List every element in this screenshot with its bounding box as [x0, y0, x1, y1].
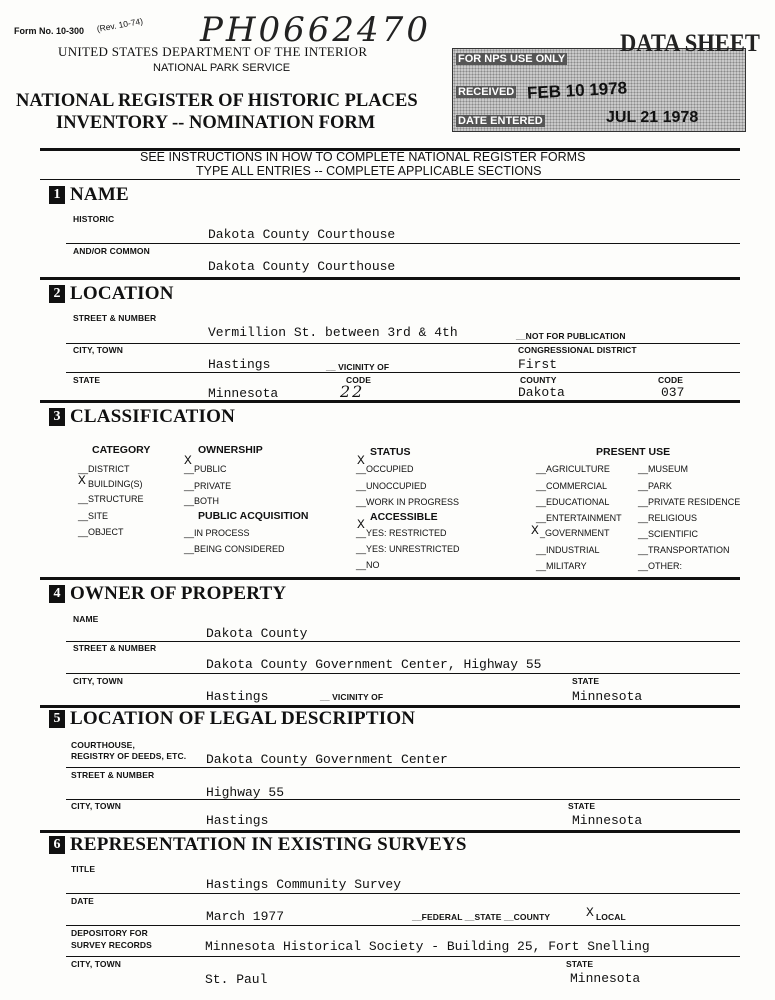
legal-city-value: Hastings — [206, 813, 269, 828]
section-5-bottom-rule — [40, 830, 740, 833]
historic-label: HISTORIC — [73, 214, 115, 224]
form-number: Form No. 10-300 — [14, 26, 85, 36]
location-street-label: STREET & NUMBER — [73, 313, 157, 323]
form-title-line-2: INVENTORY -- NOMINATION FORM — [56, 113, 376, 133]
owner-state-label: STATE — [572, 676, 600, 686]
survey-local-mark: X — [586, 905, 594, 920]
form-title-line-1: NATIONAL REGISTER OF HISTORIC PLACES — [16, 91, 418, 111]
courthouse-label-line-1: COURTHOUSE, — [71, 740, 135, 750]
legal-city-label: CITY, TOWN — [71, 801, 121, 811]
survey-local-level: LOCAL — [596, 912, 626, 922]
section-4-title: OWNER OF PROPERTY — [70, 583, 287, 604]
depository-city-label: CITY, TOWN — [71, 959, 121, 969]
depository-label-line-1: DEPOSITORY FOR — [71, 928, 148, 938]
use-entertainment: __ENTERTAINMENT — [536, 513, 622, 523]
accessible-heading: ACCESSIBLE — [370, 511, 438, 523]
owner-name-value: Dakota County — [206, 626, 308, 641]
section-1-bottom-rule — [40, 277, 740, 280]
section-5-number: 5 — [49, 710, 65, 728]
common-name-label: AND/OR COMMON — [73, 246, 150, 256]
owner-city-value: Hastings — [206, 689, 269, 704]
congressional-district-value: First — [518, 357, 558, 372]
survey-levels: __FEDERAL __STATE __COUNTY — [412, 912, 551, 922]
common-name-value: Dakota County Courthouse — [208, 259, 396, 274]
depository-state-label: STATE — [566, 959, 594, 969]
nps-use-box — [452, 48, 746, 132]
survey-title-value: Hastings Community Survey — [206, 877, 402, 892]
nps-use-only-label: FOR NPS USE ONLY — [458, 53, 566, 65]
section-1-rule-a — [66, 243, 740, 244]
section-1-title: NAME — [70, 184, 129, 205]
accessible-restricted-mark: X — [357, 517, 365, 532]
ownership-public-mark: X — [184, 453, 192, 468]
location-state-label: STATE — [73, 375, 101, 385]
state-code-label: CODE — [346, 375, 371, 385]
section-5-rule-a — [66, 767, 740, 768]
section-6-rule-a — [66, 893, 740, 894]
county-code-value: 037 — [661, 385, 685, 400]
status-unoccupied: __UNOCCUPIED — [356, 481, 427, 491]
section-2-title: LOCATION — [70, 283, 174, 304]
acquisition-being-considered: __BEING CONSIDERED — [184, 544, 285, 554]
service-name: NATIONAL PARK SERVICE — [153, 62, 291, 74]
depository-value: Minnesota Historical Society - Building 25, Fort Snelling — [205, 939, 650, 954]
category-buildings: BUILDING(S) — [88, 479, 143, 489]
courthouse-label-line-2: REGISTRY OF DEEDS, ETC. — [71, 751, 187, 761]
section-3-bottom-rule — [40, 577, 740, 580]
not-for-publication: __NOT FOR PUBLICATION — [516, 331, 626, 341]
section-4-rule-a — [66, 641, 740, 642]
location-state-value: Minnesota — [208, 386, 279, 401]
form-revision: (Rev. 10-74) — [96, 15, 144, 34]
instructions-line-2: TYPE ALL ENTRIES -- COMPLETE APPLICABLE SECTIONS — [196, 164, 542, 178]
category-object: __OBJECT — [78, 527, 124, 537]
section-2-number: 2 — [49, 285, 65, 303]
department-name: UNITED STATES DEPARTMENT OF THE INTERIOR — [58, 44, 368, 59]
county-value: Dakota — [518, 385, 565, 400]
survey-title-label: TITLE — [71, 864, 96, 874]
section-4-rule-b — [66, 673, 740, 674]
depository-city-value: St. Paul — [205, 972, 268, 987]
ownership-both: __BOTH — [184, 496, 220, 506]
use-industrial: __INDUSTRIAL — [536, 545, 600, 555]
accessible-no: __NO — [356, 560, 380, 570]
acquisition-in-process: __IN PROCESS — [184, 528, 250, 538]
owner-state-value: Minnesota — [572, 689, 643, 704]
legal-street-label: STREET & NUMBER — [71, 770, 155, 780]
instructions-rule — [40, 179, 740, 180]
use-agriculture: __AGRICULTURE — [536, 464, 610, 474]
data-sheet-stamp: DATA SHEET — [620, 30, 760, 57]
use-government: _GOVERNMENT — [540, 528, 610, 538]
owner-name-label: NAME — [73, 614, 99, 624]
section-6-rule-b — [66, 925, 740, 926]
instructions-line-1: SEE INSTRUCTIONS IN HOW TO COMPLETE NATIONAL REGISTER FORMS — [140, 150, 586, 164]
handwritten-reference-id: PH0662470 — [200, 10, 431, 50]
use-commercial: __COMMERCIAL — [536, 481, 608, 491]
survey-date-value: March 1977 — [206, 909, 285, 924]
date-entered-stamp: JUL 21 1978 — [606, 109, 699, 126]
section-1-number: 1 — [49, 186, 65, 204]
use-other: __OTHER: — [638, 561, 683, 571]
section-3-title: CLASSIFICATION — [70, 406, 236, 427]
use-military: __MILITARY — [536, 561, 587, 571]
county-label: COUNTY — [520, 375, 557, 385]
category-structure: __STRUCTURE — [78, 494, 144, 504]
location-street-value: Vermillion St. between 3rd & 4th — [208, 325, 458, 340]
public-acquisition-heading: PUBLIC ACQUISITION — [198, 510, 309, 522]
use-government-mark: X — [531, 523, 539, 538]
survey-date-label: DATE — [71, 896, 94, 906]
use-museum: __MUSEUM — [638, 464, 689, 474]
legal-state-value: Minnesota — [572, 813, 643, 828]
status-work-in-progress: __WORK IN PROGRESS — [356, 497, 460, 507]
received-label: RECEIVED — [458, 86, 515, 98]
category-building-mark: X — [78, 473, 86, 488]
owner-city-label: CITY, TOWN — [73, 676, 123, 686]
received-date-stamp: FEB 10 1978 — [526, 78, 628, 103]
present-use-heading: PRESENT USE — [596, 446, 671, 458]
county-code-label: CODE — [658, 375, 683, 385]
section-5-rule-b — [66, 799, 740, 800]
section-5-title: LOCATION OF LEGAL DESCRIPTION — [70, 708, 416, 729]
owner-street-label: STREET & NUMBER — [73, 643, 157, 653]
ownership-heading: OWNERSHIP — [198, 444, 263, 456]
status-occupied-mark: X — [357, 453, 365, 468]
category-heading: CATEGORY — [92, 444, 151, 456]
section-2-rule-b — [66, 372, 740, 373]
accessible-yes-restricted: __YES: RESTRICTED — [356, 528, 447, 538]
section-6-title: REPRESENTATION IN EXISTING SURVEYS — [70, 834, 467, 855]
use-private-residence: __PRIVATE RESIDENCE — [638, 497, 741, 507]
location-city-label: CITY, TOWN — [73, 345, 123, 355]
section-2-rule-a — [66, 343, 740, 344]
depository-state-value: Minnesota — [570, 971, 641, 986]
location-city-value: Hastings — [208, 357, 271, 372]
section-6-number: 6 — [49, 836, 65, 854]
legal-state-label: STATE — [568, 801, 596, 811]
state-code-value: 22 — [340, 382, 365, 401]
courthouse-value: Dakota County Government Center — [206, 752, 448, 767]
ownership-public: __PUBLIC — [184, 464, 227, 474]
historic-name-value: Dakota County Courthouse — [208, 227, 396, 242]
use-scientific: __SCIENTIFIC — [638, 529, 699, 539]
owner-vicinity-of: __ VICINITY OF — [320, 692, 384, 702]
accessible-yes-unrestricted: __YES: UNRESTRICTED — [356, 544, 460, 554]
location-vicinity-of: __ VICINITY OF — [326, 362, 390, 372]
section-3-number: 3 — [49, 408, 65, 426]
category-site: __SITE — [78, 511, 109, 521]
status-heading: STATUS — [370, 446, 411, 458]
use-religious: __RELIGIOUS — [638, 513, 698, 523]
use-park: __PARK — [638, 481, 672, 491]
category-district: __DISTRICT — [78, 464, 130, 474]
use-transportation: __TRANSPORTATION — [638, 545, 730, 555]
use-educational: __EDUCATIONAL — [536, 497, 610, 507]
status-occupied: __OCCUPIED — [356, 464, 414, 474]
owner-street-value: Dakota County Government Center, Highway 55 — [206, 657, 542, 672]
ownership-private: __PRIVATE — [184, 481, 232, 491]
depository-label-line-2: SURVEY RECORDS — [71, 940, 152, 950]
section-4-number: 4 — [49, 585, 65, 603]
section-2-bottom-rule — [40, 400, 740, 403]
legal-street-value: Highway 55 — [206, 785, 285, 800]
section-6-rule-c — [66, 956, 740, 957]
date-entered-label: DATE ENTERED — [458, 115, 543, 127]
congressional-district-label: CONGRESSIONAL DISTRICT — [518, 345, 637, 355]
